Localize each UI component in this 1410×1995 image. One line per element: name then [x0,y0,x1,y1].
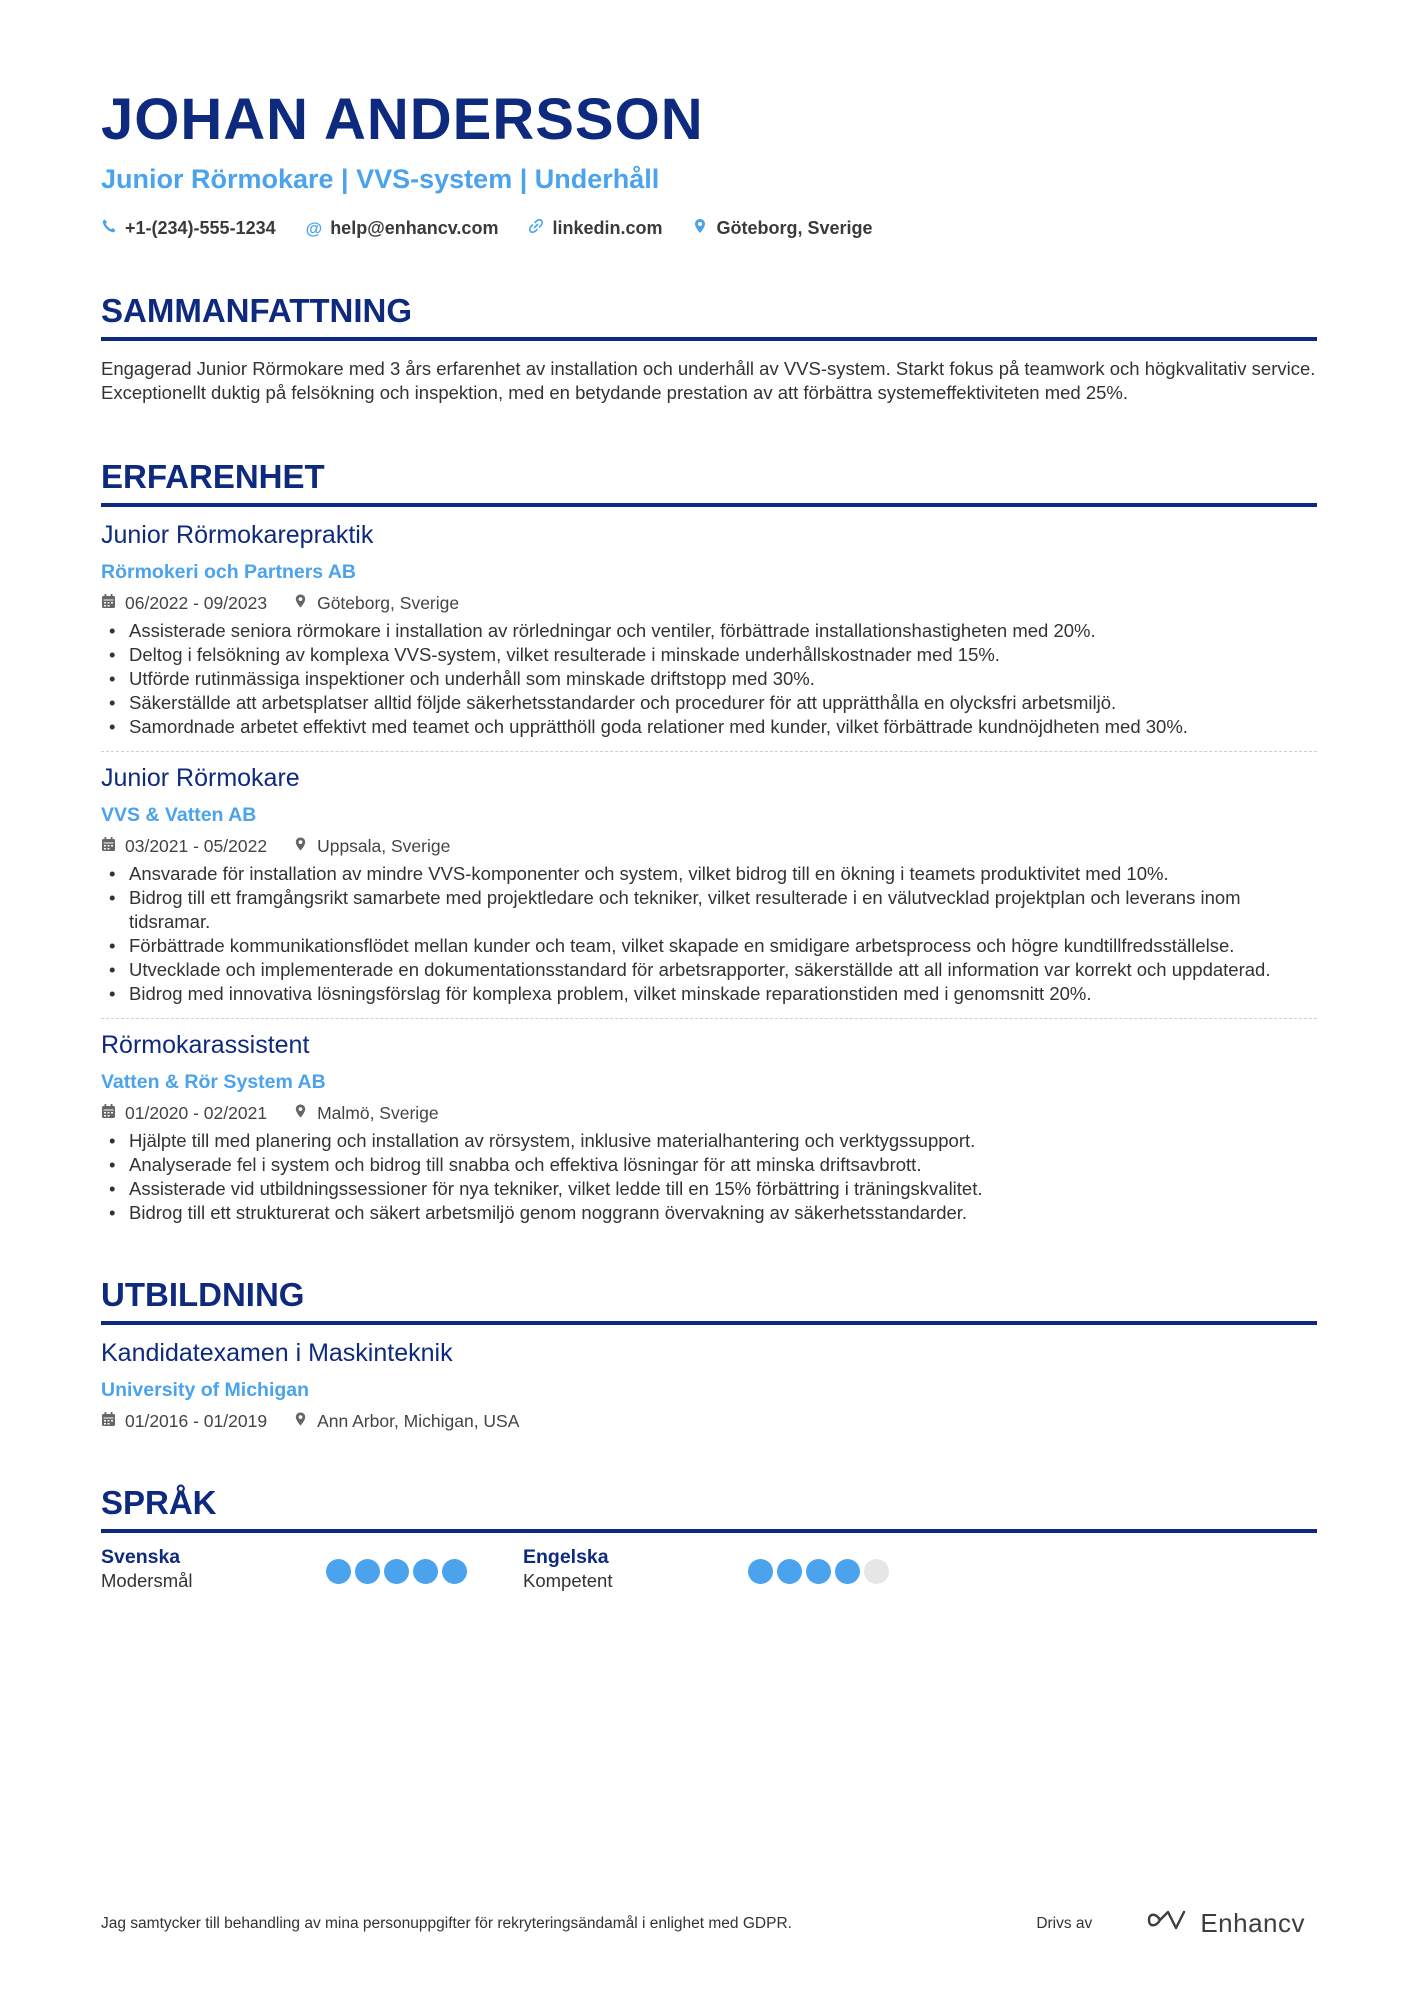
job-location-text: Uppsala, Sverige [317,836,451,856]
job-company: Vatten & Rör System AB [101,1071,326,1093]
language-name: Svenska [101,1546,181,1568]
job-dates [101,834,267,858]
contact-phone[interactable] [101,218,276,239]
language-list [101,1545,1317,1593]
calendar-icon [101,591,116,615]
list-item: • Assisterade seniora rörmokare i installation av rörledningar och ventiler, förbättrade installationshastigheten med 20%. [101,619,1317,643]
rating-dot-filled [413,1559,438,1584]
section-experience-heading: ERFARENHET [101,458,325,495]
job-bullets [101,619,1317,739]
language-item [101,1545,523,1593]
rating-dot-filled [326,1559,351,1584]
job-entry [101,519,1317,739]
contact-email[interactable] [306,218,499,239]
list-item: • Utvecklade och implementerade en dokumentationsstandard för arbetsrapporter, säkerställde att all information var korrekt och uppdaterad. [101,958,1317,982]
footer [101,1908,1317,1939]
language-name: Engelska [523,1546,609,1568]
education-dates [101,1409,267,1433]
summary-text: Engagerad Junior Rörmokare med 3 års erfarenhet av installation och underhåll av VVS-system. Starkt fokus på teamwork och högkvalitativ service. Exceptionellt duktig på felsökning och inspektion, med en betydande prestation av att förbättra systemeffektiviteten med 25%. [101,358,1316,403]
phone-text: +1-(234)-555-1234 [125,218,276,238]
list-item: • Bidrog till ett framgångsrikt samarbete med projektledare och tekniker, vilket resulterade i en välutvecklad projektplan och leverans inom tidsramar. [101,886,1317,934]
list-item: • Assisterade vid utbildningssessioner för nya tekniker, vilket ledde till en 15% förbättring i träningskvalitet. [101,1177,1317,1201]
job-dates-text: 06/2022 - 09/2023 [125,593,268,613]
list-item: • Hjälpte till med planering och installation av rörsystem, inklusive materialhantering och verktygssupport. [101,1129,1317,1153]
phone-icon [101,218,117,239]
powered-by-label: Drivs av [1036,1914,1093,1932]
link-icon [528,218,544,239]
language-rating [326,1559,467,1593]
job-meta [101,591,1317,615]
job-title: Junior Rörmokare [101,764,300,792]
language-rating [748,1559,889,1593]
location-pin-icon [293,1101,308,1125]
email-text: help@enhancv.com [330,218,499,238]
candidate-name: JOHAN ANDERSSON [101,87,704,152]
education-location [293,1409,519,1433]
section-divider [101,1529,1317,1533]
language-item [523,1545,945,1593]
contact-location [692,218,872,239]
brand-logo[interactable] [1146,1908,1305,1939]
section-divider [101,337,1317,341]
job-divider [101,1018,1317,1019]
list-item: • Deltog i felsökning av komplexa VVS-system, vilket resulterade i minskade underhållskostnader med 15%. [101,643,1317,667]
rating-dot-filled [355,1559,380,1584]
education-meta [101,1409,1317,1433]
list-item: • Ansvarade för installation av mindre VVS-komponenter och system, vilket bidrog till en ökning i teamets produktivitet med 10%. [101,862,1317,886]
brand-name: Enhancv [1200,1908,1305,1938]
education-dates-text: 01/2016 - 01/2019 [125,1411,268,1431]
calendar-icon [101,834,116,858]
rating-dot-filled [835,1559,860,1584]
job-entry [101,1029,1317,1225]
education-location-text: Ann Arbor, Michigan, USA [317,1411,520,1431]
job-divider [101,751,1317,752]
job-dates-text: 03/2021 - 05/2022 [125,836,268,856]
job-location-text: Malmö, Sverige [317,1103,439,1123]
linkedin-text: linkedin.com [552,218,663,238]
rating-dot-filled [777,1559,802,1584]
job-bullets [101,1129,1317,1225]
location-text: Göteborg, Sverige [716,218,873,238]
rating-dot-filled [748,1559,773,1584]
job-title: Rörmokarassistent [101,1031,310,1059]
job-bullets [101,862,1317,1006]
calendar-icon [101,1101,116,1125]
rating-dot-filled [442,1559,467,1584]
calendar-icon [101,1409,116,1433]
list-item: • Förbättrade kommunikationsflödet mellan kunder och team, vilket skapade en smidigare arbetsprocess och högre kundtillfredsställelse. [101,934,1317,958]
job-dates-text: 01/2020 - 02/2021 [125,1103,268,1123]
job-location [293,591,459,615]
degree-title: Kandidatexamen i Maskinteknik [101,1339,453,1367]
section-divider [101,1321,1317,1325]
language-level: Modersmål [101,1570,193,1591]
section-education-heading: UTBILDNING [101,1276,305,1313]
at-icon: @ [305,218,323,238]
job-meta [101,834,1317,858]
gdpr-consent-text: Jag samtycker till behandling av mina personuppgifter för rekryteringsändamål i enlighet med GDPR. [101,1914,792,1932]
job-entry [101,762,1317,1006]
rating-dot-filled [806,1559,831,1584]
list-item: • Bidrog med innovativa lösningsförslag för komplexa problem, vilket minskade reparationstiden med i genomsnitt 20%. [101,982,1317,1006]
language-level: Kompetent [523,1570,613,1591]
list-item: • Analyserade fel i system och bidrog till snabba och effektiva lösningar för att minska driftsavbrott. [101,1153,1317,1177]
list-item: • Säkerställde att arbetsplatser alltid följde säkerhetsstandarder och procedurer för att upprätthålla en olycksfri arbetsmiljö. [101,691,1317,715]
list-item: • Utförde rutinmässiga inspektioner och underhåll som minskade driftstopp med 30%. [101,667,1317,691]
enhancv-logo-icon [1146,1908,1192,1939]
school-name: University of Michigan [101,1379,310,1401]
contact-linkedin[interactable] [528,218,662,239]
section-languages-heading: SPRÅK [101,1484,217,1521]
education-entry [101,1337,1317,1433]
job-title: Junior Rörmokarepraktik [101,521,374,549]
location-pin-icon [293,834,308,858]
job-meta [101,1101,1317,1125]
section-divider [101,503,1317,507]
location-pin-icon [293,1409,308,1433]
resume-page [101,88,1317,1593]
job-dates [101,591,267,615]
job-location-text: Göteborg, Sverige [317,593,460,613]
job-company: Rörmokeri och Partners AB [101,561,357,583]
job-dates [101,1101,267,1125]
rating-dot-empty [864,1559,889,1584]
section-summary-heading: SAMMANFATTNING [101,292,413,329]
list-item: • Bidrog till ett strukturerat och säkert arbetsmiljö genom noggrann övervakning av säkerhetsstandarder. [101,1201,1317,1225]
candidate-title: Junior Rörmokare | VVS-system | Underhåll [101,164,660,194]
job-location [293,834,450,858]
list-item: • Samordnade arbetet effektivt med teamet och upprätthöll goda relationer med kunder, vilket förbättrade kundnöjdheten med 30%. [101,715,1317,739]
powered-by [1036,1908,1305,1939]
job-company: VVS & Vatten AB [101,804,257,826]
rating-dot-filled [384,1559,409,1584]
contact-bar [101,218,1317,239]
location-pin-icon [293,591,308,615]
job-location [293,1101,439,1125]
location-pin-icon [692,218,708,239]
